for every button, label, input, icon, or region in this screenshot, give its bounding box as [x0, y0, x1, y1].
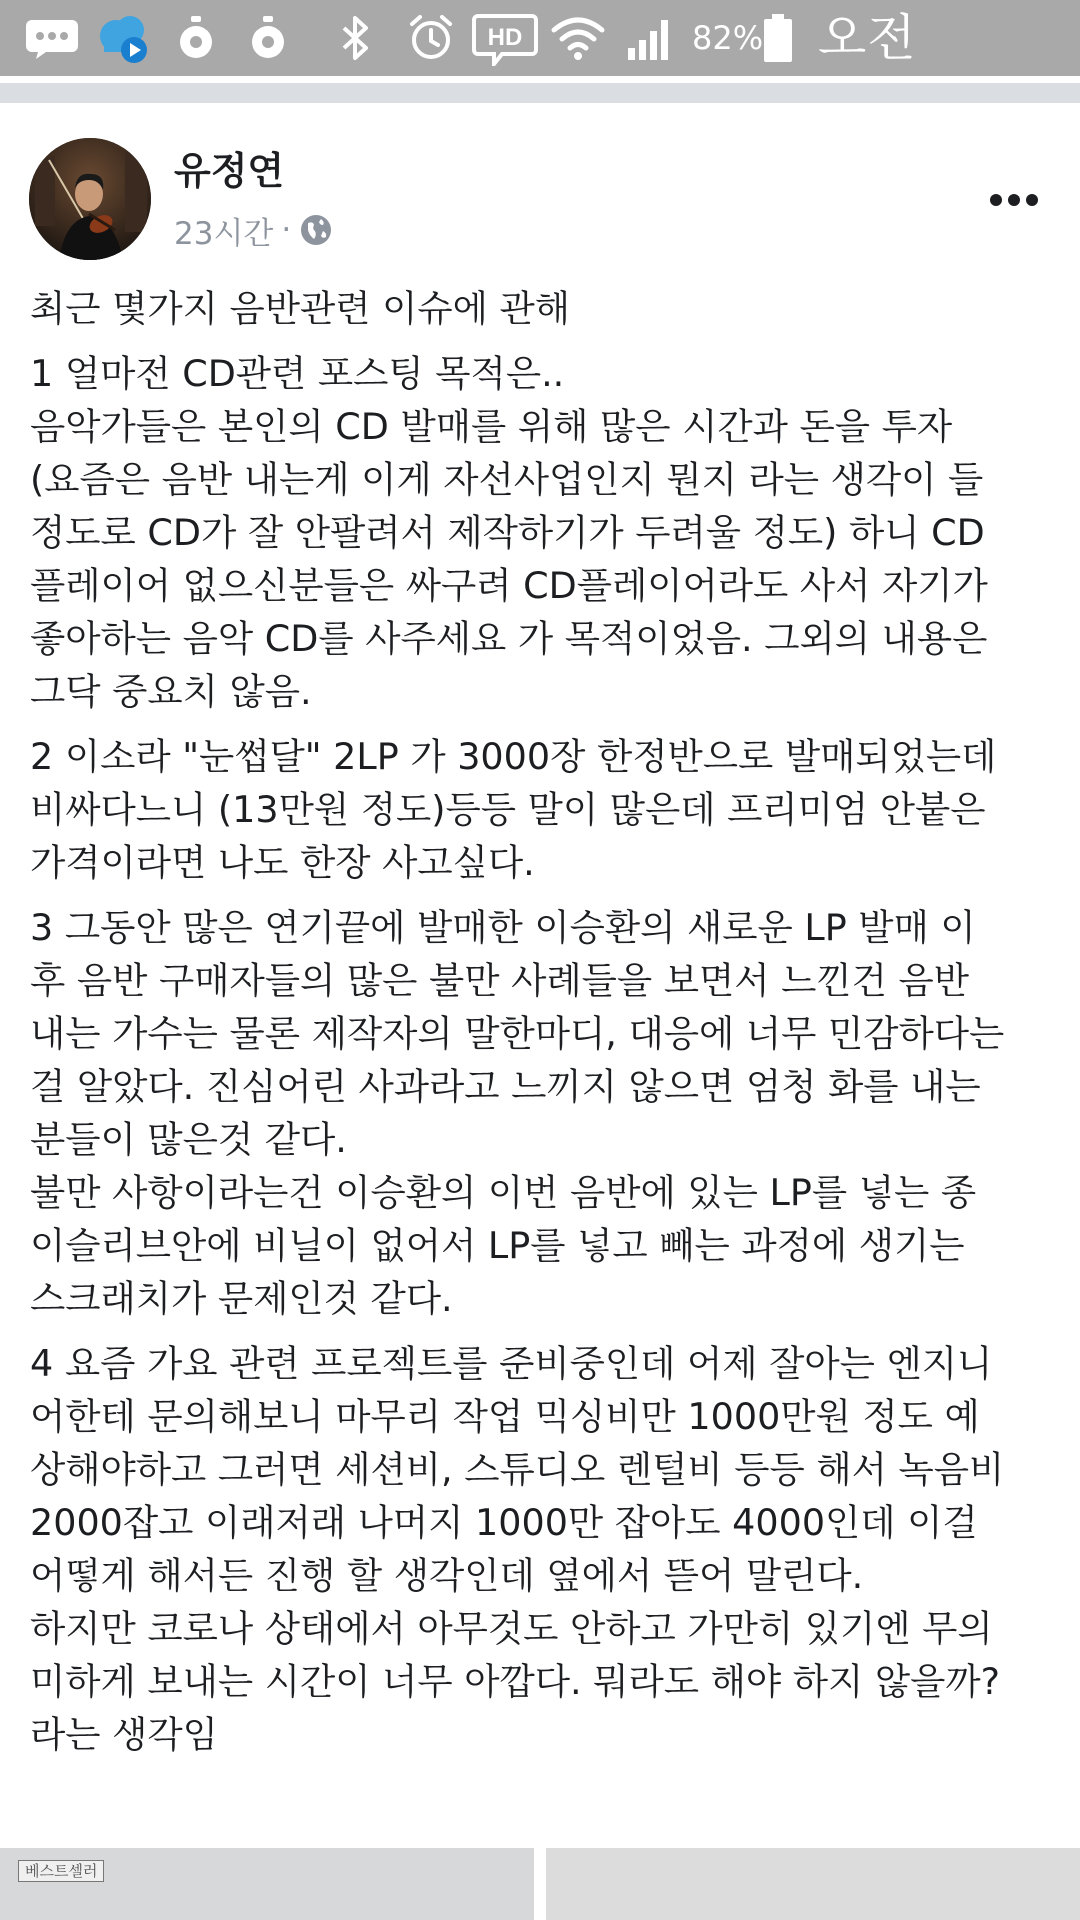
- post-text-line: 불만 사항이라는건 이승환의 이번 음반에 있는 LP를 넣는 종: [30, 1171, 977, 1214]
- post-text-line: 어한테 문의해보니 마무리 작업 믹싱비만 1000만원 정도 예: [30, 1395, 980, 1438]
- post-text-line: 분들이 많은것 같다.: [30, 1118, 347, 1161]
- location-icon: [176, 14, 216, 62]
- post-sections: [30, 347, 1065, 1761]
- svg-text:HD: HD: [487, 24, 523, 51]
- post-text-line: 비싸다느니 (13만원 정도)등등 말이 많은데 프리미엄 안붙은: [30, 788, 986, 831]
- profile-photo: [29, 138, 151, 260]
- post-text-line: 2 이소라 "눈썹달" 2LP 가 3000장 한정반으로 발매되었는데: [30, 735, 997, 778]
- post-text-line: 후 음반 구매자들의 많은 불만 사례들을 보면서 느낀건 음반: [30, 959, 970, 1002]
- post-card: [0, 108, 1080, 1848]
- avatar[interactable]: [29, 138, 151, 260]
- bestseller-badge: 베스트셀러: [18, 1860, 104, 1882]
- post-time[interactable]: 23시간: [174, 215, 274, 252]
- post-section-4: [30, 1337, 1065, 1761]
- post-text-line: 스크래치가 문제인것 같다.: [30, 1277, 453, 1320]
- post-text-line: 2000잡고 이래저래 나머지 1000만 잡아도 4000인데 이걸: [30, 1501, 978, 1544]
- post-text-line: 3 그동안 많은 연기끝에 발매한 이승환의 새로운 LP 발매 이: [30, 906, 976, 949]
- meta-separator: ·: [281, 212, 292, 248]
- post-text-line: 좋아하는 음악 CD를 사주세요 가 목적이었음. 그외의 내용은: [30, 617, 988, 660]
- post-text-line: 내는 가수는 물론 제작자의 말한마디, 대응에 너무 민감하다는: [30, 1012, 1005, 1055]
- status-bar: [0, 0, 1080, 76]
- post-section-2: [30, 730, 1065, 889]
- post-text-line: 어떻게 해서든 진행 할 생각인데 옆에서 뜯어 말린다.: [30, 1554, 864, 1597]
- more-options-button[interactable]: [988, 180, 1040, 220]
- preview-image-right[interactable]: [546, 1848, 1080, 1920]
- author-name[interactable]: 유정연: [174, 149, 285, 193]
- battery-icon: [762, 12, 794, 64]
- location-icon: [248, 14, 288, 62]
- post-section-3: [30, 901, 1065, 1325]
- post-body: [30, 282, 1065, 1773]
- post-text-line: 가격이라면 나도 한장 사고싶다.: [30, 841, 535, 884]
- clock: 오전: [818, 9, 917, 67]
- hd-icon: [472, 12, 538, 66]
- post-meta: [174, 208, 333, 252]
- signal-icon: [626, 14, 676, 62]
- post-text-line: 플레이어 없으신분들은 싸구려 CD플레이어라도 사서 자기가: [30, 564, 988, 607]
- post-text-line: 음악가들은 본인의 CD 발매를 위해 많은 시간과 돈을 투자: [30, 405, 953, 448]
- post-text-line: 걸 알았다. 진심어린 사과라고 느끼지 않으면 엄청 화를 내는: [30, 1065, 981, 1108]
- post-text-line: 하지만 코로나 상태에서 아무것도 안하고 가만히 있기엔 무의: [30, 1607, 993, 1650]
- wifi-icon: [550, 12, 606, 64]
- post-text-line: 미하게 보내는 시간이 너무 아깝다. 뭐라도 해야 하지 않을까?: [30, 1660, 1001, 1703]
- post-headline: 최근 몇가지 음반관련 이슈에 관해: [30, 287, 571, 330]
- preview-image-left[interactable]: [0, 1848, 534, 1920]
- post-section-1: [30, 347, 1065, 718]
- post-text-line: 정도로 CD가 잘 안팔려서 제작하기가 두려울 정도) 하니 CD: [30, 511, 985, 554]
- chat-icon: [24, 16, 80, 60]
- post-text-line: 이슬리브안에 비닐이 없어서 LP를 넣고 빼는 과정에 생기는: [30, 1224, 965, 1267]
- post-text-line: 라는 생각임: [30, 1713, 218, 1756]
- post-text-line: 4 요즘 가요 관련 프로젝트를 준비중인데 어제 잘아는 엔지니: [30, 1342, 993, 1385]
- globe-icon: [299, 213, 333, 247]
- attachment-previews: [0, 1848, 1080, 1920]
- bluetooth-icon: [340, 14, 372, 62]
- feed-divider: [0, 76, 1080, 108]
- battery-percentage: 82%: [692, 19, 764, 57]
- post-text-line: (요즘은 음반 내는게 이게 자선사업인지 뭔지 라는 생각이 들: [30, 458, 984, 501]
- post-text-line: 1 얼마전 CD관련 포스팅 목적은..: [30, 352, 565, 395]
- cloud-play-icon: [96, 10, 152, 66]
- post-text-line: 상해야하고 그러면 세션비, 스튜디오 렌털비 등등 해서 녹음비: [30, 1448, 1005, 1491]
- post-text-line: 그닥 중요치 않음.: [30, 670, 312, 713]
- more-icon: [990, 194, 1002, 206]
- alarm-icon: [406, 12, 456, 62]
